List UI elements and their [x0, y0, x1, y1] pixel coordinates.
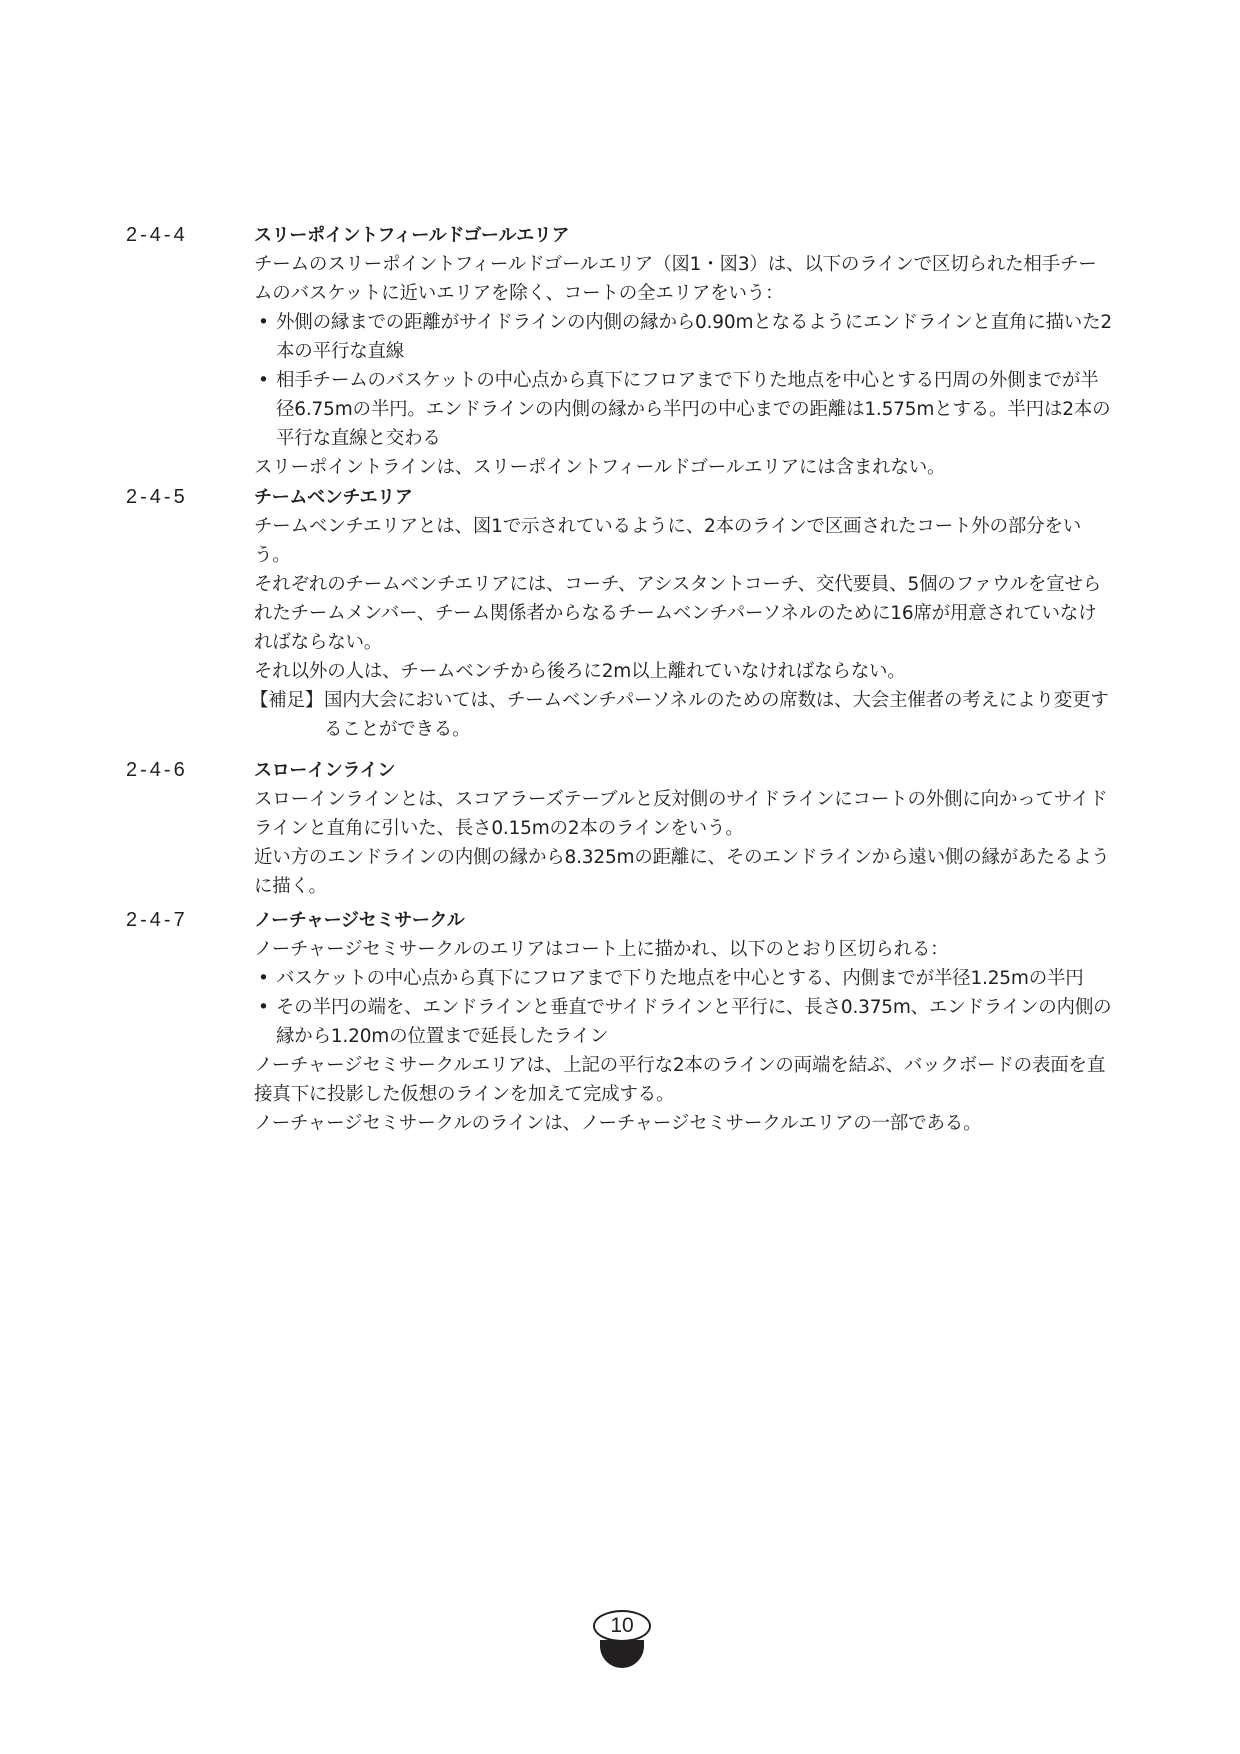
bullet-item: [254, 308, 1114, 366]
section-body: [254, 906, 1114, 1138]
paragraph: ノーチャージセミサークルのラインは、ノーチャージセミサークルエリアの一部である。: [254, 1113, 982, 1134]
section-body: [250, 483, 1114, 744]
supplement-note: [250, 686, 1114, 744]
section-body: [254, 221, 1114, 482]
bullet-text: 相手チームのバスケットの中心点から真下にフロアまで下りた地点を中心とする円周の外側までが半径6.75mの半円。エンドラインの内側の縁から半円の中心までの距離は1.575mとする。半円は2本の平行な直線と交わる: [276, 370, 1111, 449]
section-number: 2-4-5: [126, 486, 188, 508]
section-title: スリーポイントフィールドゴールエリア: [254, 225, 570, 246]
paragraph: ノーチャージセミサークルエリアは、上記の平行な2本のラインの両端を結ぶ、バックボードの表面を直接真下に投影した仮想のラインを加えて完成する。: [254, 1055, 1106, 1105]
paragraph: 近い方のエンドラインの内側の縁から8.325mの距離に、そのエンドラインから遠い側の縁があたるように描く。: [254, 847, 1110, 897]
section-title: チームベンチエリア: [254, 487, 413, 508]
bullet-text: その半円の端を、エンドラインと垂直でサイドラインと平行に、長さ0.375m、エンドラインの内側の縁から1.20mの位置まで延長したライン: [276, 997, 1112, 1047]
section-body: [254, 756, 1114, 901]
supplement-label: 【補足】: [250, 690, 324, 711]
bullet-glyph: •: [258, 968, 269, 989]
page-number: 10: [610, 1614, 634, 1637]
section-number: 2-4-6: [126, 759, 188, 781]
bullet-text: バスケットの中心点から真下にフロアまで下りた地点を中心とする、内側までが半径1.25mの半円: [276, 968, 1084, 989]
paragraph: スローインラインとは、スコアラーズテーブルと反対側のサイドラインにコートの外側に向かってサイドラインと直角に引いた、長さ0.15mの2本のラインをいう。: [254, 789, 1108, 839]
paragraph: ノーチャージセミサークルのエリアはコート上に描かれ、以下のとおり区切られる：: [254, 939, 949, 960]
bullet-item: [254, 993, 1114, 1051]
section-title: スローインライン: [254, 760, 396, 781]
paragraph: チームベンチエリアとは、図1で示されているように、2本のラインで区画されたコート外の部分をいう。: [254, 516, 1082, 566]
page-number-badge: [590, 1610, 656, 1672]
bullet-glyph: •: [258, 312, 269, 333]
supplement-text: 国内大会においては、チームベンチパーソネルのための席数は、大会主催者の考えにより変更することができる。: [324, 690, 1109, 740]
section-number: 2-4-7: [126, 909, 188, 931]
section-number: 2-4-4: [126, 224, 188, 246]
paragraph: チームのスリーポイントフィールドゴールエリア（図1・図3）は、以下のラインで区切られた相手チームのバスケットに近いエリアを除く、コートの全エリアをいう：: [254, 254, 1097, 304]
paragraph: スリーポイントラインは、スリーポイントフィールドゴールエリアには含まれない。: [254, 457, 946, 478]
bullet-item: [254, 366, 1114, 453]
paragraph: それ以外の人は、チームベンチから後ろに2m以上離れていなければならない。: [254, 661, 906, 682]
bullet-item: [254, 964, 1114, 993]
section-title: ノーチャージセミサークル: [254, 910, 465, 931]
bullet-glyph: •: [258, 997, 269, 1018]
page-badge-cap: [600, 1640, 644, 1668]
paragraph: それぞれのチームベンチエリアには、コーチ、アシスタントコーチ、交代要員、5個のファウルを宣せられたチームメンバー、チーム関係者からなるチームベンチパーソネルのために16席が用意されていなければならない。: [254, 574, 1102, 653]
bullet-glyph: •: [258, 370, 269, 391]
bullet-text: 外側の縁までの距離がサイドラインの内側の縁から0.90mとなるようにエンドラインと直角に描いた2本の平行な直線: [276, 312, 1112, 362]
